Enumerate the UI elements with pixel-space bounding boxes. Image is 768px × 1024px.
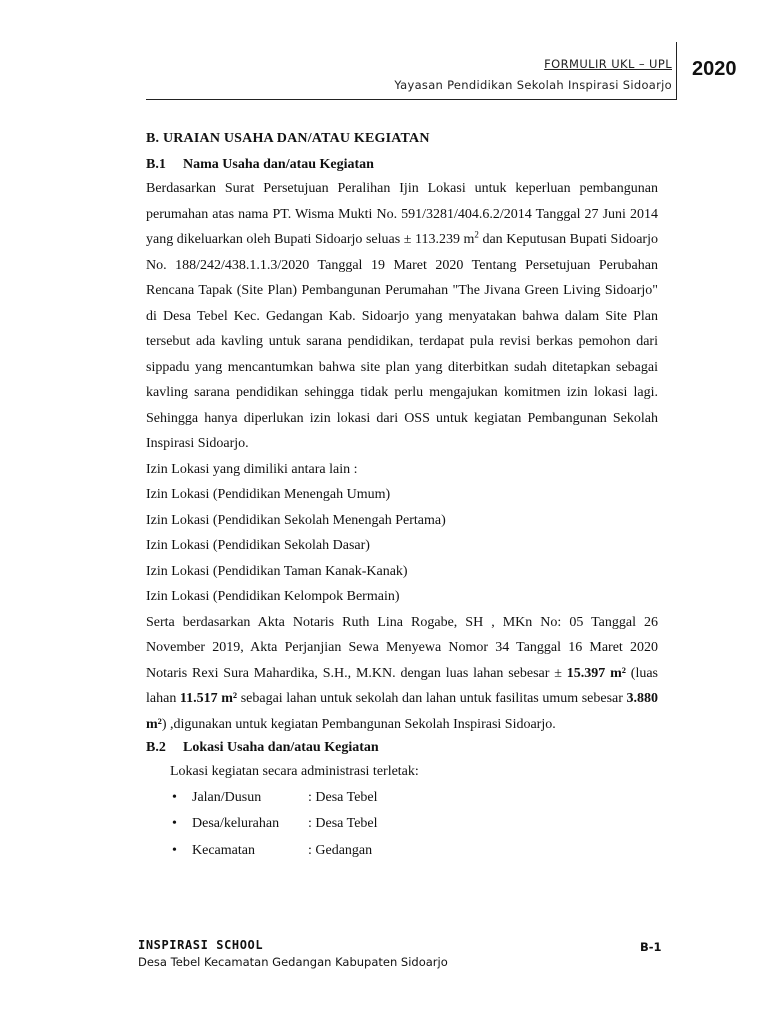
bold-value: 3.880 m² — [146, 691, 658, 732]
izin-item: Izin Lokasi (Pendidikan Taman Kanak-Kanak) — [146, 563, 408, 579]
list-item — [192, 838, 658, 865]
izin-intro: Izin Lokasi yang dimiliki antara lain : — [146, 461, 358, 477]
footer-address: Desa Tebel Kecamatan Gedangan Kabupaten Sidoarjo — [138, 955, 448, 969]
paragraph-text: sebagai lahan untuk sekolah dan lahan untuk fasilitas umum sebesar — [237, 691, 627, 706]
subsection-b1-heading — [146, 154, 658, 176]
bold-value: 15.397 m² — [566, 665, 626, 681]
subsection-title: Nama Usaha dan/atau Kegiatan — [183, 157, 374, 172]
paragraph-text: (luas lahan — [146, 665, 658, 706]
section-title: B. URAIAN USAHA DAN/ATAU KEGIATAN — [146, 131, 430, 146]
location-label: Kecamatan — [192, 842, 255, 858]
izin-item: Izin Lokasi (Pendidikan Kelompok Bermain) — [146, 589, 400, 604]
page-number: B-1 — [640, 940, 662, 954]
document-body — [146, 128, 658, 864]
list-item — [192, 785, 658, 812]
paragraph-text: Berdasarkan Surat Persetujuan Peralihan Ijin Lokasi untuk keperluan pembangunan perumahan atas nama PT. Wisma Mukti No. 591/3281/404.6.2/2014 Tanggal 27 Juni 2014 yang dikeluarkan oleh Bupati Sidoarjo seluas ± 113.239 m — [146, 181, 658, 247]
paragraph-land-area — [146, 610, 658, 738]
location-value: : Gedangan — [308, 842, 373, 858]
location-value: : Desa Tebel — [308, 816, 378, 831]
header-rule — [146, 99, 676, 100]
subsection-number: B.1 — [146, 157, 166, 172]
superscript: 2 — [474, 229, 479, 240]
bold-value: 11.517 m² — [179, 691, 238, 706]
header-year: 2020 — [692, 58, 737, 80]
paragraph-text: dan Keputusan Bupati Sidoarjo No. 188/242/438.1.1.3/2020 Tanggal 19 Maret 2020 Tentang Persetujuan Perubahan Rencana Tapak (Site Plan) Pembangunan Perumahan "The Jivana Green Living Sidoarjo" di Desa Tebel Kec. Gedangan Kab. Sidoarjo yang menyatakan bahwa dalam Site Plan tersebut ada kavling untuk sarana pendidikan, terdapat pula revisi berkas pemohon dari sippadu yang mencantumkan bahwa site plan yang diterbitkan sudah ditetapkan sebagai kavling sarana pendidikan sehingga tidak perlu mengajukan komitmen izin lokasi lagi. Sehingga hanya diperlukan izin lokasi dari OSS untuk kegiatan Pembangunan Sekolah Inspirasi Sidoarjo. — [146, 232, 658, 451]
organization-name: Yayasan Pendidikan Sekolah Inspirasi Sidoarjo — [394, 78, 672, 92]
izin-item: Izin Lokasi (Pendidikan Sekolah Dasar) — [146, 538, 370, 553]
izin-item: Izin Lokasi (Pendidikan Menengah Umum) — [146, 487, 391, 502]
subsection-b2-heading — [146, 737, 658, 759]
paragraph-text: Serta berdasarkan Akta Notaris Ruth Lina Rogabe, SH , MKn No: 05 Tanggal 26 November 2019, Akta Perjanjian Sewa Menyewa Nomor 34 Tanggal 16 Maret 2020 Notaris Rexi Sura Mahardika, S.H., M.KN. dengan luas lahan sebesar ± — [146, 614, 658, 681]
subsection-number: B.2 — [146, 740, 166, 755]
location-label: Desa/kelurahan — [192, 816, 280, 831]
footer-school-name: INSPIRASI SCHOOL — [138, 938, 264, 952]
form-title: FORMULIR UKL – UPL — [544, 57, 672, 71]
list-item — [192, 811, 658, 838]
paragraph-permit-basis — [146, 176, 658, 457]
location-intro: Lokasi kegiatan secara administrasi terletak: — [170, 764, 419, 779]
paragraph-text: ) ,digunakan untuk kegiatan Pembangunan Sekolah Inspirasi Sidoarjo. — [161, 716, 556, 732]
location-list — [146, 785, 658, 865]
location-label: Jalan/Dusun — [192, 789, 262, 805]
izin-item: Izin Lokasi (Pendidikan Sekolah Menengah Pertama) — [146, 512, 446, 528]
header-vertical-rule — [676, 42, 677, 100]
subsection-title: Lokasi Usaha dan/atau Kegiatan — [183, 740, 379, 755]
location-value: : Desa Tebel — [308, 789, 378, 805]
